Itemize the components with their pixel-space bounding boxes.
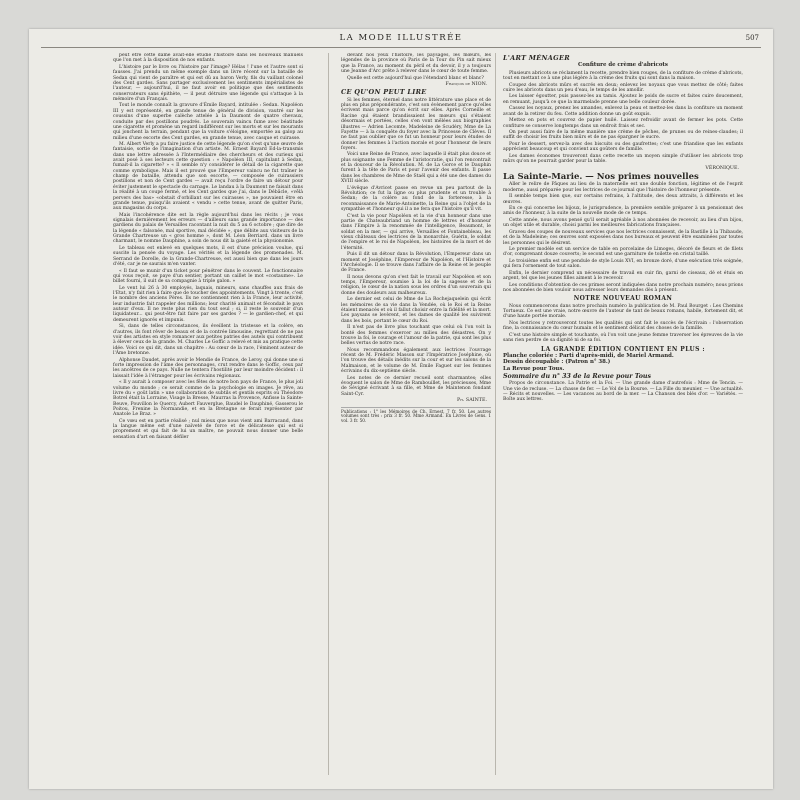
paragraph: Les dames économes trouveront dans cette recette un moyen simple d'utiliser les abricots trop mûrs qu'on ne pourrait garder pour la table. (503, 153, 743, 165)
paragraph: « Il faut se munir d'un ticket pour pénétrer dans le couvent. Le fonctionnaire qui vous reçoit, se paye d'un sentier, portant un caillet le mot «costaume». Le billet fourni, il suit de sa compagnie à triple galon. » (113, 268, 303, 285)
column-1 (113, 53, 303, 775)
edition-item: La Revue pour Tous. (503, 365, 565, 372)
paragraph: Pour le dessert, servez-la avec des biscuits ou des gaufrettes; c'est une friandise que les enfants apprécient beaucoup et qui convient aux goûters de famille. (503, 141, 743, 153)
edition-item: Dessin découpable : (Patron n° 38.) (503, 359, 611, 366)
section-heading-art-menager: L'ART MÉNAGER (503, 54, 570, 62)
paragraph: M. Albert Verly a pu faire justice de cette légende qu'on s'est qu'une œuvre de fantaisie, sortie de l'imagination d'un artiste. M. Ernest Bayard Ed-la-transmis dans une lettre adressée à l'Intermédiaire des chercheurs et des curieux qui avait posé à ses lecteurs cette question : « Napoléon III, capitulant à Sedan, fumait-il la cigarette? » « Il semble n'y considérer le détail de la cigarette que comme symbolique. Mais il est prouvé que l'Empereur vaincu ne fut traîner le champ de bataille, attendu que son escorte, — composée de cuirassiers postillons et non de Cent gardes — avait reçu l'ordre de faire un détour pour éviter justement le spectacle du carnage. Le landau à la Daumont ne faisait dans la réalité à un coupé fermé, et les Cent gardes que j'ai, dans le Débâcle, «vêlà pervers des bas» «obstait d'orbillant sur les cuirasses », ne pouvaient être en grande tenue, puisqu'ils avaient « vendu » cette tenue, avant de quitter Paris, aux magasins du corps. (113, 142, 303, 212)
edition-item: Planche coloriée : Parti d'après-midi, de Mariel Armand. (503, 352, 674, 359)
paragraph: Coupez des abricots mûrs et sucrés en deux; enlevez les noyaux que vous mettez de côté; faites cuire les abricots dans un peu d'eau, le temps de les amollir. (503, 82, 743, 93)
paragraph: Nous commencerons dans notre prochain numéro la publication de M. Paul Bourget : Les Chemins Tortueux. Ce est une vraie, notre œuvre de l'auteur de tant de beaux romans, habile, fortement dit, et d'une haute portée morale. (503, 303, 743, 320)
paragraph: Puis il dit un détour dans la Révolution, l'Empereur dans un moment et Joséphine, l'Empereur de Napoléon, et l'Histoire et l'Archéologie. Il se trouve dans l'affaire de la Reine et le peuple de France. (341, 252, 491, 274)
author-signature: François de NION. (445, 82, 487, 88)
page-number: 507 (745, 34, 759, 42)
recipe-title: Confiture de crème d'abricots (578, 62, 668, 69)
paragraph: Nos lectrices y retrouveront toutes les qualités qui ont fait le succès de l'écrivain : l'observation fine, la connaissance du cœur humain et le sentiment délicat des choses de la famille. (503, 320, 743, 332)
paragraph: Les conditions d'obtention de ces primes seront indiquées dans notre prochain numéro; nous prions nos abonnées de bien vouloir nous adresser leurs demandes dès à présent. (503, 282, 743, 294)
paragraph: Cassez les noyaux, prenez les amandes, enlevez la peau et mettez-les dans la confiture un moment avant de la retirer du feu. Cette addition donne un goût exquis. (503, 106, 743, 117)
paragraph: Il nous devons qu'on s'est fait le travail sur Napoléon et son temps, l'Empereur, soumise à la loi de la sagesse et de la religion, le cœur de la nation sous les ordres d'un souverain qui donne des douleurs aux malheureux. (341, 274, 491, 296)
section-heading-novel: NOTRE NOUVEAU ROMAN (573, 295, 673, 303)
paragraph: Le troisième enfin est une pendule de style Louis XVI, en bronze doré, d'une exécution très soignée, qui fera l'ornement de tout salon. (503, 258, 743, 270)
paragraph: devant nos yeux l'histoire, les paysages, les mœurs, les légendes de la province où Paris de la Tour du Pin sait mieux que la France, au moment du péril et du devoir, il y a toujours une Jeanne d'Arc prête à relever dans le cœur de toute femme. (341, 53, 491, 75)
paragraph: Cette année, nous avons pensé qu'il serait agréable à nos abonnées de recevoir, au lieu d'un bijou, un objet utile et durable, choisi parmi les meilleures fabrications françaises. (503, 218, 743, 229)
paragraph: L'histoire par le livre ou l'histoire par l'image? Hélas ! l'une et l'autre sont si fausses. J'ai prendu un même exemple dans un livre récent sur la bataille de Sedan qui vient de paraître et qui est dû au baron Verly, fils du vaillant colonel des Cent gardes. Sans partager exclusivement les sentiments impérialistes de l'auteur, — aujourd'hui, il ne faut avoir en politique que des sentiments conservateurs sans épithète, — il peut détruire une légende qui s'attaque à la mémoire d'un Français. (113, 64, 303, 102)
header-title: LA MODE ILLUSTRÉE (339, 33, 463, 43)
paragraph: Plusieurs abricots se réclament la recette, prendre bien rouges, de la confiture de crème d'abricots, tout en mettant ce à une plus légère à la crème des fruits qui sont dans la maison. (503, 70, 743, 82)
header-rule (41, 47, 761, 48)
paragraph: Le premier modèle est un service de table en porcelaine de Limoges, décoré de fleurs et de filets d'or, comprenant douze couverts; le second est une garniture de toilette en cristal taillé. (503, 247, 743, 258)
paragraph: Le dernier est celui de Mme de La Rochejaquelein qui écrit les mémoires de sa vie dans la Vendée, où le Roi et la Reine étaient menacés et où il fallut choisir entre la fidélité et la mort. Les paysans se levèrent, et les dames de qualité les suivirent dans les bois, portant le cœur du Roi. (341, 297, 491, 324)
footnote: Publications : 1° les Mémoires de Ch. Ernest, 7 fr. 50. Les autres volumes sont très : prix 3 fr. 50. Mme Armand. En Livres de Gens. 1 vol. 3 fr. 50. (341, 408, 491, 424)
paragraph: L'évêque d'Avricet passe en revue un peu partout de la Révolution; ce fut la ligne ou plus prudente et un trouble à Sedan; de la colère au fond de la forteresse, à la reconnaissance de Marie-Antoinette, la Reine qui a l'objet de la sympathie et l'honneur qui il a ne fera que l'histoire qu'il vit. (341, 185, 491, 213)
paragraph: Alphonse Daudet, après avoir le Mendie de France, de Leroy, qui donne une si forte impression de l'âme des personnages, crut rendre dans le Goffic, ceux par les ancêtres de ce pays. Nulle ne tentera l'hostilité par leur moindre décident : il laissait l'idée à l'étranger pour les écrivains régionaux. (113, 357, 303, 379)
paragraph: Tout le monde connaît la gravure d'Émile Bayard, intitulée : Sedan. Napoléon III y est représenté, en grande tenue de général de division, vautré sur les coussins d'une superbe calèche attelée à la Daumont de quatre chevaux, conduite par des postillons poudrés. Le souverain vaincu fume avec béatitude une cigarette et promène un regard indifférent sur les morts et sur les mourants qui jonchent la terrain, pendant que la voiture s'éloigne, emportée au galop au milieu d'une escorte des Cent gardes, en grande tenue, avec casque et cuirasse. (113, 103, 303, 141)
page-header (29, 33, 773, 47)
paragraph: Mais l'incohérence dite est la règle aujourd'hui dans les récits ; je vous signalais dernièrement les erreurs — d'ailleurs sans grande importance — des gardiens du palais de Versailles racontant la nuit du 5 au 6 octobre ; que dire de la légende « falsonée, mal sportive, mal décidée », que débite aux visiteurs de la Grande Chartreuse un « gros homme », dont M. Léon Berriard. dans un livre charmant, le nomme Dauphine, a soin de nous dit la gaieté et la physionomie. (113, 212, 303, 245)
paragraph: Il semble temps bien que, sur certains refrains, à l'altitude, des deux attraits, à différents et les œuvres. (503, 194, 743, 205)
section-heading-reading: CE QU'ON PEUT LIRE (341, 88, 427, 97)
paragraph: Graveu des coupes de nouveaux services que nos lectrices connaissent, de la Bastille à la Thibaude, et de la Madeleine; ces œuvres sont exposées dans nos bureaux et peuvent être examinées par toutes les personnes qui le désirent. (503, 229, 743, 246)
paragraph: Quelle est cette aujourd'hui que l'étendard blanc et blanc? (347, 75, 484, 81)
column-separator (495, 53, 496, 775)
paragraph: « Il y aurait à composer avec les fêtes de notre bon pays de France, le plus joli volume du monde ; ce serait comme de la psychologie en images. Je rêve, au livre du « goût latin » une collaboration de subtils et gentils esprits où Théodore Botrel était la Lorraine, Visage la Bresse, Maurras la Provence, Anfisse la Sainte-Beuve, Pouvillon le Quercy, Aubert Fauverglue, Baudel le Dauphiné, Gasserou le Poitou, Frenine la Normandie, et en la Bretagne se ferait représenter par Anatole Le Braz. » (113, 380, 303, 418)
paragraph: Il n'est pas de livre plus touchant que celui où l'on voit la bonté des femmes s'exercer au milieu des désastres. On y trouve la foi, le courage et l'amour de la patrie, qui sont les plus belles vertus de notre race. (341, 325, 491, 347)
summary-text: Propos de circonstance. La Patrie et la Foi. — Une grande dame d'autrefois : Mme de Tencin. — Une vie de recluse. — La chasse de fer. — Le Vol de la Bourse. — La Fille du meunier. — Une actualité. — Récits et nouvelles. — Les vacances au bord de la mer. — La Chanson des blés d'or. — Variétés. — Boîte aux lettres. (503, 381, 743, 403)
paragraph: Nous recommandons également aux lectrices l'ouvrage récent de M. Frédéric Masson sur l'Impératrice Joséphine, où l'on trouve des détails inédits sur la cour et sur les salons de la Malmaison, et le volume de M. Émile Faguet sur les femmes écrivains du dix-septième siècle. (341, 347, 491, 375)
edition-box-title: LA GRANDE ÉDITION CONTIENT EN PLUS : (541, 345, 705, 353)
column-3 (503, 53, 743, 775)
paragraph: Les laisser égoutter, puis passez-les au tamis. Ajoutez le poids de sucre et faites cuire doucement, en remuant, jusqu'à ce que la marmelade prenne une belle couleur dorée. (503, 94, 743, 105)
paragraph: C'est une histoire simple et touchante, où l'on voit une jeune femme traverser les épreuves de la vie sans rien perdre de sa dignité ni de sa foi. (503, 332, 743, 344)
paragraph: En ce qui concerne les bijoux, le jurisprudence, la première semble préparer à un pensionnat des amis de l'honneur, à la suite de la nouvelle mode de ce temps. (503, 206, 743, 217)
paragraph: Ce vœu est en partie réalisé ; nul mieux que nous vient ami Barracand, dans la langue même est d'une naïveté de force et de délicatesse qui est si proprement et qui fait de lui un maître, ne pouvait nous donner une belle sensation d'art en faisant défiler (113, 418, 303, 440)
column-2 (341, 53, 491, 775)
paragraph: Le tableau est enlevé en quelques mots, il est d'une précision voulue, qui suscite la pensée du voyage. Les vérités et la légende des promenades. M. Serrand de Dorelle, de la Grande-Chartreuse, est aussi bien que dans les jours d'été, car je ne saurais m'en vanter. (113, 245, 303, 267)
section-heading-sainte-marie: La Sainte-Marie. — Nos primes nouvelles (503, 172, 699, 183)
paragraph: Aller le relire de Pâques au lieu de la maternelle est une double fonction, légitime et de l'esprit moderne, aussi préparée pour les lectrices de ce journal que l'histoire de l'honneur présente. (503, 182, 743, 193)
paragraph: Le vent lui 26 à 30 employés, laquais, mineurs, sans chauffes aux frais de l'Etat, n'y fait rien à faire que de toucher des appointements. Vingt à trente, c'est le nombre des anciens Pères. Ils ne contiennent rien à la France, leur activité, leur industrie fait rappeler des millions; leur charité animait et fécondait le pays autour d'eux. Il ne reste plus rien du tout seul ; si, il reste le souvenir d'un liquidateur... qui peut-être fait faire par ses gardes ? — le gardien-chef, et qui demeurent ignorés et impunis. (113, 285, 303, 323)
summary-heading: Sommaire du n° 33 de la Revue pour Tous (503, 372, 652, 380)
column-separator (328, 53, 329, 775)
paragraph: Si, dans de telles circonstances, ils éveillent la tristesse et la colère, en d'autres, ils font rêver de beaux et de la contrée limousine, regrettant de ne pas voir des artistes en style romancer aux petites patries des autels qui contribuent à élever ceux de la grande. M. Charles Le Goffic a relevé et mis au pratique cette idée. Voici ce qui dit, dans un chapitre : Au cœur de la race, l'éminent auteur de l'Âme bretonne. (113, 324, 303, 357)
paragraph: Enfin, le dernier comprend un nécessaire de travail en cuir fin, garni de ciseaux, dé et étuis en argent, tel que les jeunes filles aiment à le recevoir. (503, 270, 743, 282)
paragraph: Les notes de ce dernier recueil sont charmantes; elles évoquent le salon de Mme de Rambouillet, les précieuses, Mme de Sévigné écrivant à sa fille, et Mme de Maintenon fondant Saint-Cyr. (341, 375, 491, 397)
paragraph: C'est la vie pour Napoléon et la vie d'un honneur dans une partie de Chateaubriand un homme de lettres et d'honneur dans l'Empire à la renommée de l'intelligence, Beaumont, le soldat en la mer, — qui arrive, Versailles et Fontainebleau, les vieux châteaux des lectrices de la monarchie, Guérin, le soldat de l'empire et le roi de Napoléon, les histoires de la mort et de l'éternité. (341, 213, 491, 251)
paragraph: Mettez en pots et couvrez de papier huilé. Laissez refroidir avant de fermer les pots. Cette confiture se conserve longtemps dans un endroit frais et sec. (503, 118, 743, 129)
paragraph: Si les femmes, éternel dans notre littérature une place et de plus en plus prépondérante, c'est son évènement parce qu'elles écrivent mais parce qu'on écrit sur elles. Après Corneille et Racine qui étaient brandissaient les mœurs qui s'étaient désormais et portées, celles s'en vont mêlées aux biographies illustres — Adrien Lecomte, Madeleine de Scudéry, Mme de La Fayette — à la conquête du foyer avec la Princesse de Clèves. Il ne faut pas oublier que ce fut un honneur pour leurs études de donner les femmes à l'action morale et pour l'honneur de leurs foyers. (341, 97, 491, 151)
magazine-page (29, 29, 773, 789)
paragraph: On peut aussi faire de la même manière une crème de pêches, de prunes ou de reines-claudes; il suffit de choisir les fruits bien mûrs et de ne pas épargner le sucre. (503, 130, 743, 141)
author-signature: Ph. SAINTE. (457, 398, 487, 404)
paragraph: Voici une Reine de France, avec laquelle il était plus douce et plus soignante une Femme de l'aristocratie, qui l'on rencontrait et la douceur de la Révolution. M. de La Gorce et le Dauphin furent à la tête de Paris et pour l'avenir des enfants. Il passe dans les chambres de Mme de Staël qui a été une des dames du XVIII siècle. (341, 152, 491, 185)
author-signature: VÉRONIQUE. (705, 165, 739, 171)
paragraph: peut être cette dame avait-elle étudié l'histoire dans les nouveaux manuels que l'on met à la disposition de nos enfants. (113, 53, 303, 64)
